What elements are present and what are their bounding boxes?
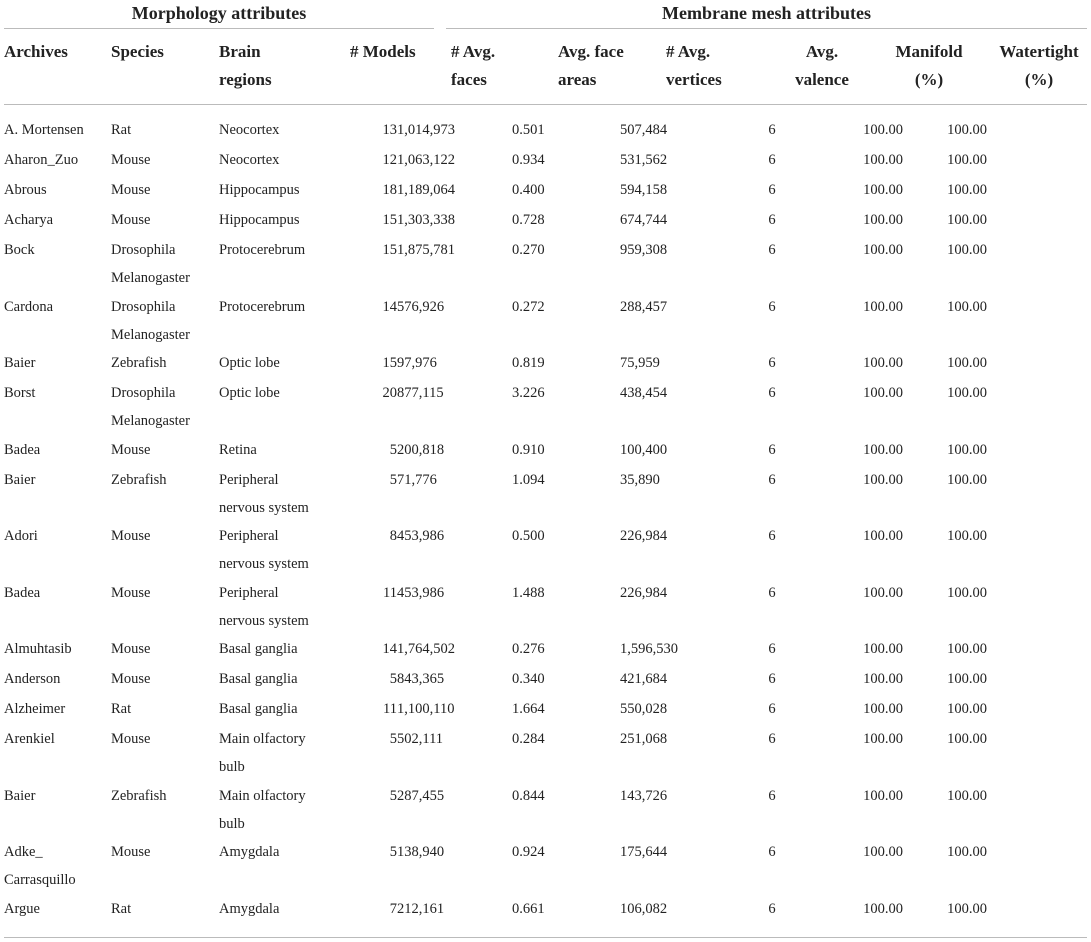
cell-brain-region: Basal ganglia — [219, 671, 298, 687]
cell-avg-vertices: 100,400 — [620, 441, 668, 458]
cell-brain-region: Optic lobe — [219, 385, 280, 401]
table-row — [4, 293, 987, 350]
cell-models: 11 — [383, 701, 397, 717]
cell-manifold: 100.00 — [863, 385, 903, 401]
cell-avg-vertices: 531,562 — [620, 152, 668, 168]
cell-species: Rat — [111, 701, 132, 717]
cell-avg-faces: 502,111 — [397, 731, 444, 747]
cell-models: 5 — [389, 731, 397, 747]
cell-avg-valence: 6 — [768, 900, 776, 917]
cell-archive: Borst — [4, 385, 36, 401]
cell-species: Zebrafish — [111, 355, 167, 371]
cell-avg-faces: 1,875,781 — [397, 242, 455, 258]
table-row — [4, 695, 987, 725]
cell-avg-vertices: 674,744 — [620, 212, 668, 228]
cell-avg-vertices: 594,158 — [620, 182, 668, 198]
cell-avg-vertices: 959,308 — [620, 242, 668, 258]
cell-brain-region: Protocerebrum — [219, 242, 306, 258]
cell-avg-vertices: 507,484 — [620, 122, 668, 138]
cell-watertight: 100.00 — [947, 355, 987, 371]
cell-brain-region: Retina — [219, 441, 257, 458]
cell-avg-valence: 6 — [768, 787, 776, 804]
cell-brain-region: Basal ganglia — [219, 701, 298, 717]
cell-manifold: 100.00 — [863, 242, 903, 258]
cell-avg-vertices: 35,890 — [620, 471, 660, 488]
cell-models: 15 — [382, 242, 397, 258]
cell-manifold: 100.00 — [863, 844, 903, 860]
table-row — [4, 725, 987, 782]
bottom-rule — [4, 937, 1087, 938]
table-row — [4, 665, 987, 695]
cell-watertight: 100.00 — [947, 584, 987, 601]
header-avg-vertices: # Avg. vertices — [666, 42, 722, 89]
cell-models: 5 — [389, 471, 397, 488]
cell-avg-faces: 1,014,973 — [397, 122, 455, 138]
group-rule-membrane — [446, 28, 1087, 29]
cell-avg-valence: 6 — [768, 441, 776, 458]
cell-avg-face-areas: 3.226 — [512, 385, 545, 401]
cell-avg-vertices: 288,457 — [620, 298, 668, 315]
cell-archive: Baier — [4, 471, 36, 488]
cell-manifold: 100.00 — [863, 787, 903, 804]
cell-brain-region: Neocortex — [219, 152, 280, 168]
header-species: Species — [111, 42, 164, 61]
cell-archive: Acharya — [4, 212, 54, 228]
cell-avg-face-areas: 0.270 — [512, 242, 545, 258]
cell-watertight: 100.00 — [947, 731, 987, 747]
cell-archive: Aharon_Zuo — [4, 152, 79, 168]
table-row — [4, 206, 987, 236]
cell-models: 12 — [382, 152, 397, 168]
cell-archive: Alzheimer — [4, 701, 66, 717]
cell-models: 15 — [382, 355, 397, 371]
cell-archive: Arenkiel — [4, 731, 55, 747]
cell-avg-valence: 6 — [768, 122, 776, 138]
cell-brain-region: Peripheral nervous system — [219, 471, 309, 516]
cell-species: Mouse — [111, 441, 151, 458]
cell-archive: Baier — [4, 355, 36, 371]
cell-species: Zebrafish — [111, 471, 167, 488]
cell-manifold: 100.00 — [863, 471, 903, 488]
header-avg-faces: # Avg. faces — [451, 42, 496, 89]
cell-manifold: 100.00 — [863, 152, 903, 168]
cell-archive: Badea — [4, 441, 41, 458]
cell-avg-vertices: 106,082 — [620, 900, 668, 917]
cell-avg-valence: 6 — [768, 701, 776, 717]
cell-avg-faces: 138,940 — [397, 844, 445, 860]
cell-avg-valence: 6 — [768, 731, 776, 747]
cell-avg-face-areas: 1.664 — [512, 701, 545, 717]
table-row — [4, 838, 987, 895]
table-row — [4, 236, 987, 293]
cell-archive: Badea — [4, 584, 41, 601]
header-avg-valence: Avg. valence — [795, 42, 849, 89]
cell-brain-region: Neocortex — [219, 122, 280, 138]
cell-species: Mouse — [111, 731, 151, 747]
cell-models: 14 — [382, 298, 397, 315]
cell-avg-valence: 6 — [768, 152, 776, 168]
cell-avg-faces: 97,976 — [397, 355, 437, 371]
cell-archive: Bock — [4, 242, 35, 258]
cell-avg-faces: 453,986 — [397, 584, 445, 601]
cell-avg-faces: 212,161 — [397, 900, 445, 917]
cell-species: Mouse — [111, 584, 151, 601]
cell-brain-region: Amygdala — [219, 900, 280, 917]
cell-avg-face-areas: 1.094 — [512, 471, 545, 488]
table-row — [4, 176, 987, 206]
cell-archive: A. Mortensen — [4, 122, 84, 138]
header-avg-face-areas: Avg. face areas — [558, 42, 624, 89]
cell-species: Drosophila Melanogaster — [111, 298, 190, 343]
cell-brain-region: Main olfactory bulb — [219, 787, 306, 832]
cell-species: Drosophila Melanogaster — [111, 385, 190, 429]
cell-models: 20 — [382, 385, 397, 401]
cell-avg-vertices: 1,596,530 — [620, 641, 678, 657]
cell-brain-region: Basal ganglia — [219, 641, 298, 657]
cell-species: Rat — [111, 900, 132, 917]
table-row — [4, 146, 987, 176]
cell-avg-valence: 6 — [768, 471, 776, 488]
cell-brain-region: Protocerebrum — [219, 298, 306, 315]
header-models: # Models — [350, 42, 416, 61]
cell-manifold: 100.00 — [863, 641, 903, 657]
cell-watertight: 100.00 — [947, 900, 987, 917]
cell-avg-face-areas: 0.934 — [512, 152, 545, 168]
cell-archive: Anderson — [4, 671, 61, 687]
cell-avg-face-areas: 0.276 — [512, 641, 545, 657]
table-row — [4, 522, 987, 579]
cell-avg-valence: 6 — [768, 385, 776, 401]
cell-avg-valence: 6 — [768, 212, 776, 228]
table-row — [4, 116, 987, 146]
cell-avg-faces: 576,926 — [397, 298, 445, 315]
cell-models: 5 — [389, 671, 397, 687]
cell-avg-face-areas: 0.400 — [512, 182, 545, 198]
cell-avg-valence: 6 — [768, 242, 776, 258]
table-row — [4, 895, 987, 925]
header-brain-regions: Brain regions — [219, 42, 272, 89]
cell-avg-face-areas: 0.819 — [512, 355, 545, 371]
cell-avg-vertices: 421,684 — [620, 671, 668, 687]
cell-avg-valence: 6 — [768, 355, 776, 371]
cell-watertight: 100.00 — [947, 671, 987, 687]
table-row — [4, 579, 987, 636]
cell-manifold: 100.00 — [863, 584, 903, 601]
cell-manifold: 100.00 — [863, 701, 903, 717]
cell-avg-vertices: 550,028 — [620, 701, 668, 717]
cell-manifold: 100.00 — [863, 122, 903, 138]
cell-archive: Argue — [4, 900, 40, 917]
cell-avg-vertices: 251,068 — [620, 731, 668, 747]
cell-models: 5 — [389, 441, 397, 458]
cell-avg-valence: 6 — [768, 641, 776, 657]
cell-watertight: 100.00 — [947, 471, 987, 488]
cell-manifold: 100.00 — [863, 900, 903, 917]
cell-avg-valence: 6 — [768, 844, 776, 860]
cell-brain-region: Peripheral nervous system — [219, 528, 309, 572]
cell-watertight: 100.00 — [947, 641, 987, 657]
cell-species: Drosophila Melanogaster — [111, 242, 190, 286]
cell-manifold: 100.00 — [863, 671, 903, 687]
cell-models: 14 — [382, 641, 397, 657]
cell-watertight: 100.00 — [947, 212, 987, 228]
cell-avg-face-areas: 0.924 — [512, 844, 545, 860]
cell-avg-face-areas: 0.500 — [512, 528, 545, 544]
table-row — [4, 466, 987, 523]
cell-avg-face-areas: 0.284 — [512, 731, 545, 747]
cell-species: Zebrafish — [111, 787, 167, 804]
group-header-morphology: Morphology attributes — [131, 3, 307, 23]
table-row — [4, 635, 987, 665]
cell-watertight: 100.00 — [947, 441, 987, 458]
cell-avg-valence: 6 — [768, 298, 776, 315]
cell-species: Mouse — [111, 212, 151, 228]
cell-brain-region: Hippocampus — [219, 212, 300, 228]
cell-avg-vertices: 75,959 — [620, 355, 660, 371]
cell-avg-face-areas: 0.340 — [512, 671, 545, 687]
cell-manifold: 100.00 — [863, 212, 903, 228]
cell-brain-region: Main olfactory bulb — [219, 731, 306, 775]
cell-avg-faces: 1,189,064 — [397, 182, 455, 198]
cell-avg-faces: 287,455 — [397, 787, 445, 804]
cell-avg-face-areas: 0.661 — [512, 900, 545, 917]
cell-avg-vertices: 175,644 — [620, 844, 668, 860]
cell-species: Mouse — [111, 671, 151, 687]
header-rule — [4, 104, 1087, 105]
cell-manifold: 100.00 — [863, 731, 903, 747]
cell-watertight: 100.00 — [947, 152, 987, 168]
cell-manifold: 100.00 — [863, 441, 903, 458]
cell-watertight: 100.00 — [947, 844, 987, 860]
cell-species: Mouse — [111, 182, 151, 198]
cell-species: Mouse — [111, 152, 151, 168]
cell-avg-face-areas: 1.488 — [512, 584, 545, 601]
cell-watertight: 100.00 — [947, 528, 987, 544]
cell-avg-vertices: 226,984 — [620, 528, 668, 544]
cell-archive: Adori — [4, 528, 38, 544]
cell-watertight: 100.00 — [947, 385, 987, 401]
header-watertight: Watertight (%) — [999, 42, 1079, 89]
table-row — [4, 436, 987, 466]
cell-models: 5 — [389, 844, 397, 860]
cell-avg-faces: 453,986 — [397, 528, 445, 544]
cell-species: Rat — [111, 122, 132, 138]
cell-watertight: 100.00 — [947, 787, 987, 804]
cell-avg-face-areas: 0.728 — [512, 212, 545, 228]
cell-brain-region: Peripheral nervous system — [219, 584, 309, 629]
cell-avg-faces: 1,764,502 — [397, 641, 455, 657]
cell-manifold: 100.00 — [863, 528, 903, 544]
cell-avg-vertices: 438,454 — [620, 385, 668, 401]
cell-archive: Adke_ Carrasquillo — [4, 844, 76, 888]
cell-avg-vertices: 226,984 — [620, 584, 668, 601]
cell-avg-face-areas: 0.910 — [512, 441, 545, 458]
cell-species: Mouse — [111, 528, 151, 544]
cell-avg-valence: 6 — [768, 182, 776, 198]
cell-models: 7 — [389, 900, 397, 917]
cell-avg-faces: 1,303,338 — [397, 212, 455, 228]
table-body — [4, 116, 987, 925]
cell-archive: Abrous — [4, 182, 47, 198]
cell-watertight: 100.00 — [947, 701, 987, 717]
cell-avg-face-areas: 0.844 — [512, 787, 545, 804]
table-row — [4, 349, 987, 379]
cell-brain-region: Amygdala — [219, 844, 280, 860]
cell-avg-faces: 200,818 — [397, 441, 445, 458]
cell-avg-faces: 877,115 — [397, 385, 444, 401]
table-row — [4, 782, 987, 839]
cell-watertight: 100.00 — [947, 298, 987, 315]
cell-avg-faces: 1,100,110 — [397, 701, 455, 717]
cell-watertight: 100.00 — [947, 182, 987, 198]
cell-models: 11 — [383, 584, 397, 601]
cell-manifold: 100.00 — [863, 355, 903, 371]
cell-species: Mouse — [111, 844, 151, 860]
cell-species: Mouse — [111, 641, 151, 657]
cell-avg-faces: 71,776 — [397, 471, 437, 488]
header-manifold: Manifold (%) — [895, 42, 963, 89]
cell-avg-face-areas: 0.272 — [512, 298, 545, 315]
cell-archive: Cardona — [4, 298, 54, 315]
cell-models: 15 — [382, 212, 397, 228]
cell-watertight: 100.00 — [947, 242, 987, 258]
cell-manifold: 100.00 — [863, 182, 903, 198]
cell-avg-valence: 6 — [768, 584, 776, 601]
table-row — [4, 379, 987, 436]
cell-avg-faces: 1,063,122 — [397, 152, 455, 168]
cell-models: 13 — [382, 122, 397, 138]
cell-manifold: 100.00 — [863, 298, 903, 315]
cell-avg-faces: 843,365 — [397, 671, 445, 687]
cell-avg-face-areas: 0.501 — [512, 122, 545, 138]
cell-models: 8 — [389, 528, 397, 544]
cell-brain-region: Optic lobe — [219, 355, 280, 371]
cell-avg-valence: 6 — [768, 671, 776, 687]
cell-models: 18 — [382, 182, 397, 198]
cell-archive: Almuhtasib — [4, 641, 72, 657]
cell-models: 5 — [389, 787, 397, 804]
header-archives: Archives — [4, 42, 68, 61]
cell-archive: Baier — [4, 787, 36, 804]
cell-avg-valence: 6 — [768, 528, 776, 544]
group-header-membrane: Membrane mesh attributes — [662, 3, 871, 23]
cell-avg-vertices: 143,726 — [620, 787, 668, 804]
group-rule-morphology — [4, 28, 434, 29]
cell-brain-region: Hippocampus — [219, 182, 300, 198]
cell-watertight: 100.00 — [947, 122, 987, 138]
